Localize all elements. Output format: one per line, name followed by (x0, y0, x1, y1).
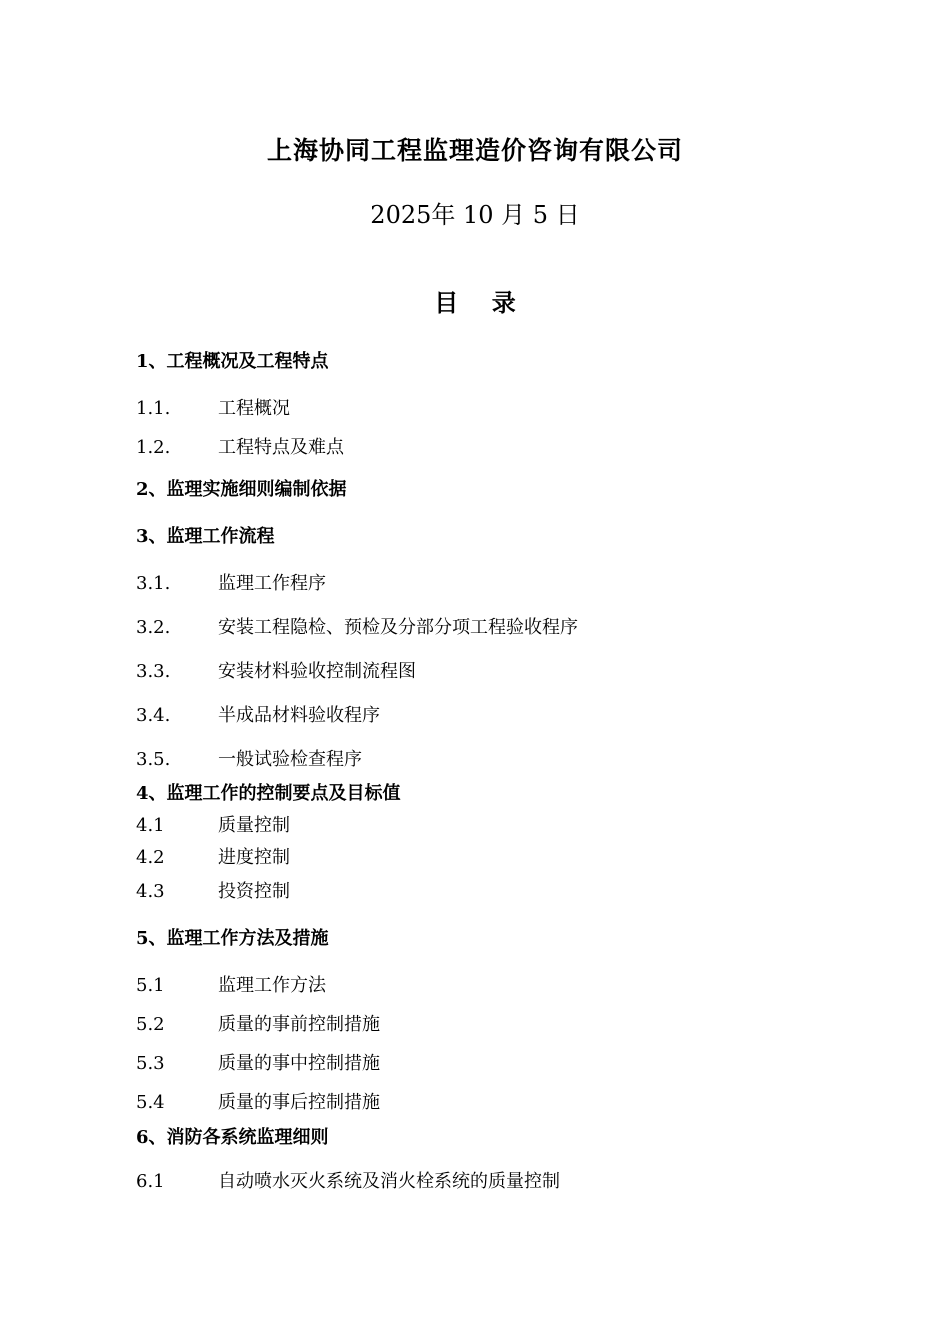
toc-item-1-1 (136, 397, 290, 421)
toc-item-3-5 (136, 748, 362, 772)
toc-entry-number: 4.1 (136, 815, 165, 836)
toc-entry-text: 2、监理实施细则编制依据 (136, 479, 347, 500)
toc-section-2 (136, 478, 347, 502)
toc-entry-number: 3.2. (136, 617, 171, 638)
toc-entry-text: 安装工程隐检、预检及分部分项工程验收程序 (218, 617, 578, 638)
company-name: 上海协同工程监理造价咨询有限公司 (266, 136, 683, 165)
toc-section-3 (136, 525, 275, 549)
toc-item-5-4 (136, 1091, 380, 1115)
toc-entry-number: 4.3 (136, 881, 165, 902)
toc-entry-number: 5.4 (136, 1092, 165, 1113)
toc-entry-number: 4.2 (136, 847, 165, 868)
toc-entry-number: 3.1. (136, 573, 171, 594)
toc-entry-text: 工程概况 (218, 398, 290, 419)
toc-entry-text: 质量的事中控制措施 (218, 1053, 380, 1074)
toc-entry-text: 工程特点及难点 (218, 437, 344, 458)
toc-entry-text: 1、工程概况及工程特点 (136, 351, 329, 372)
toc-entry-text: 质量的事后控制措施 (218, 1092, 380, 1113)
toc-entry-number: 5.3 (136, 1053, 165, 1074)
toc-entry-text: 6、消防各系统监理细则 (136, 1127, 329, 1148)
toc-item-5-1 (136, 974, 326, 998)
toc-entry-number: 3.4. (136, 705, 171, 726)
document-date: 2025年 10 月 5 日 (370, 201, 580, 229)
toc-item-5-2 (136, 1013, 380, 1037)
toc-entry-number: 5.2 (136, 1014, 165, 1035)
toc-section-6 (136, 1126, 329, 1150)
toc-entry-text: 5、监理工作方法及措施 (136, 928, 329, 949)
toc-entry-number: 1.1. (136, 398, 171, 419)
toc-entry-text: 投资控制 (218, 881, 290, 902)
toc-entry-number: 1.2. (136, 437, 171, 458)
toc-title: 目 录 (434, 288, 516, 317)
toc-entry-text: 进度控制 (218, 847, 290, 868)
toc-entry-number: 5.1 (136, 975, 165, 996)
toc-entry-text: 4、监理工作的控制要点及目标值 (136, 783, 401, 804)
toc-item-3-4 (136, 704, 380, 728)
toc-entry-text: 安装材料验收控制流程图 (218, 661, 416, 682)
toc-item-3-1 (136, 572, 326, 596)
toc-item-6-1 (136, 1170, 560, 1194)
toc-item-1-2 (136, 436, 344, 460)
toc-entry-text: 监理工作方法 (218, 975, 326, 996)
toc-entry-number: 3.5. (136, 749, 171, 770)
toc-item-4-1 (136, 814, 290, 838)
toc-entry-text: 质量控制 (218, 815, 290, 836)
toc-section-5 (136, 927, 329, 951)
toc-entry-text: 自动喷水灭火系统及消火栓系统的质量控制 (218, 1171, 560, 1192)
toc-section-4 (136, 782, 401, 806)
toc-entry-text: 半成品材料验收程序 (218, 705, 380, 726)
toc-entry-number: 6.1 (136, 1171, 165, 1192)
toc-item-5-3 (136, 1052, 380, 1076)
toc-item-4-2 (136, 846, 290, 870)
toc-entry-text: 质量的事前控制措施 (218, 1014, 380, 1035)
toc-item-3-2 (136, 616, 578, 640)
toc-entry-text: 监理工作程序 (218, 573, 326, 594)
toc-entry-text: 3、监理工作流程 (136, 526, 275, 547)
toc-item-3-3 (136, 660, 416, 684)
toc-section-1 (136, 350, 329, 374)
toc-entry-number: 3.3. (136, 661, 171, 682)
toc-item-4-3 (136, 880, 290, 904)
toc-entry-text: 一般试验检查程序 (218, 749, 362, 770)
